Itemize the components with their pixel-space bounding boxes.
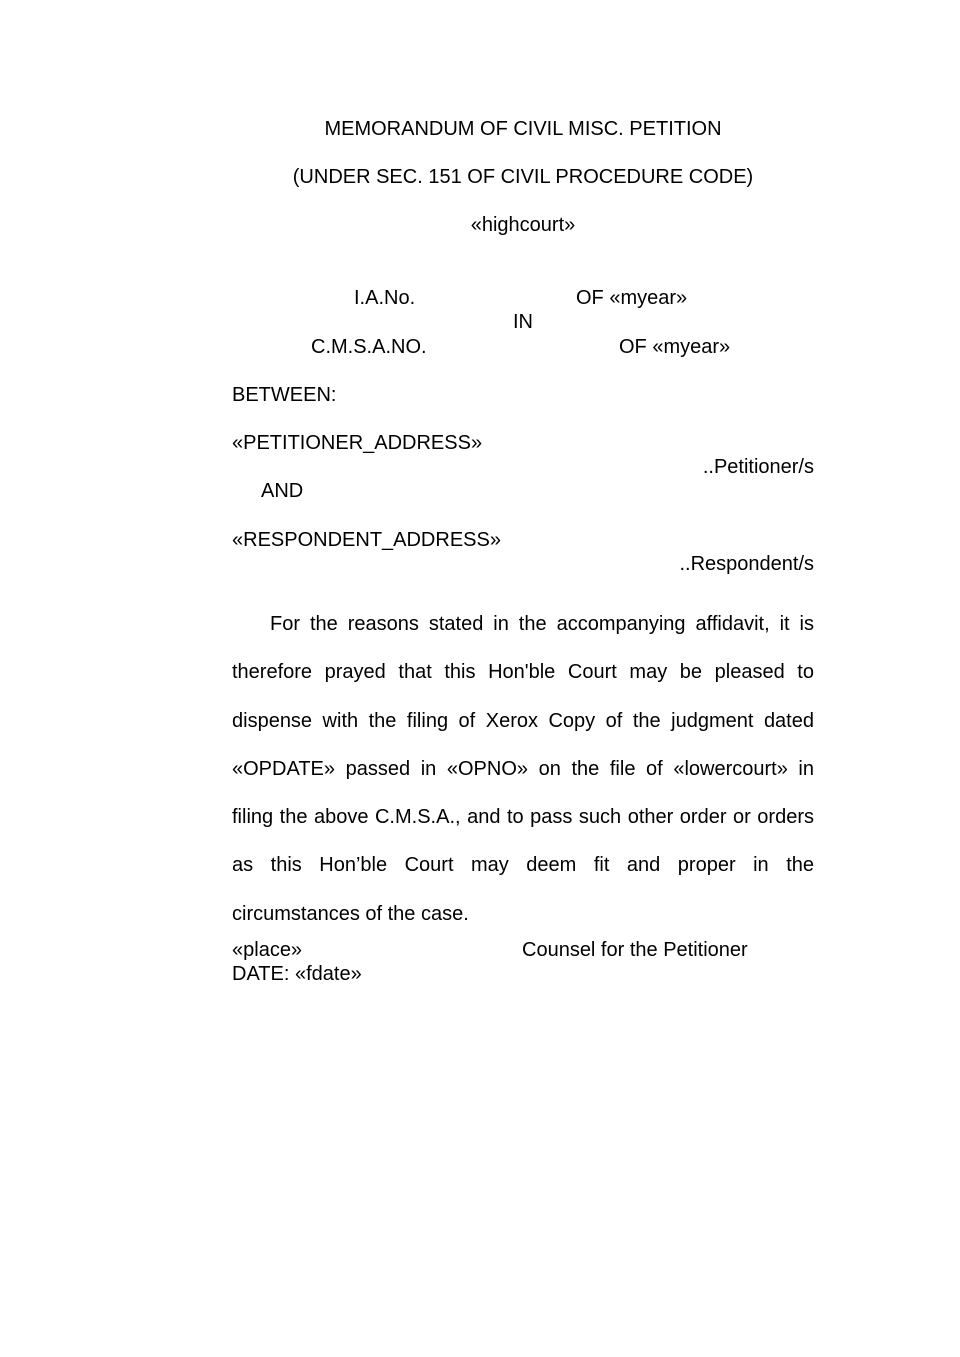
in-label: IN — [513, 311, 533, 333]
document-subtitle: (UNDER SEC. 151 OF CIVIL PROCEDURE CODE) — [292, 166, 754, 188]
place-field: «place» — [232, 939, 303, 961]
ia-year: OF «myear» — [576, 287, 688, 309]
document-title: MEMORANDUM OF CIVIL MISC. PETITION — [324, 118, 722, 140]
petitioner-role: ..Petitioner/s — [702, 456, 814, 478]
ia-number-label: I.A.No. — [354, 287, 416, 309]
prayer-paragraph: For the reasons stated in the accompanying affidavit, it is therefore prayed that this Hon'ble Court may be pleased to dispense with the filing of Xerox Copy of the judgment dated «OPDATE» passed in «OPNO» on the file of «lowercourt» in filing the above C.M.S.A., and to pass such other order or orders as this Hon’ble Court may deem fit and proper in the circumstances of the case. — [232, 613, 814, 925]
cmsa-year: OF «myear» — [619, 336, 731, 358]
and-label: AND — [261, 480, 304, 502]
petitioner-address: «PETITIONER_ADDRESS» — [232, 432, 483, 454]
between-label: BETWEEN: — [232, 384, 337, 406]
counsel-signature: Counsel for the Petitioner — [522, 939, 748, 961]
respondent-address: «RESPONDENT_ADDRESS» — [232, 529, 501, 551]
date-field: DATE: «fdate» — [232, 963, 362, 985]
cmsa-number-label: C.M.S.A.NO. — [311, 336, 427, 358]
court-name: «highcourt» — [470, 214, 576, 236]
respondent-role: ..Respondent/s — [679, 553, 814, 575]
